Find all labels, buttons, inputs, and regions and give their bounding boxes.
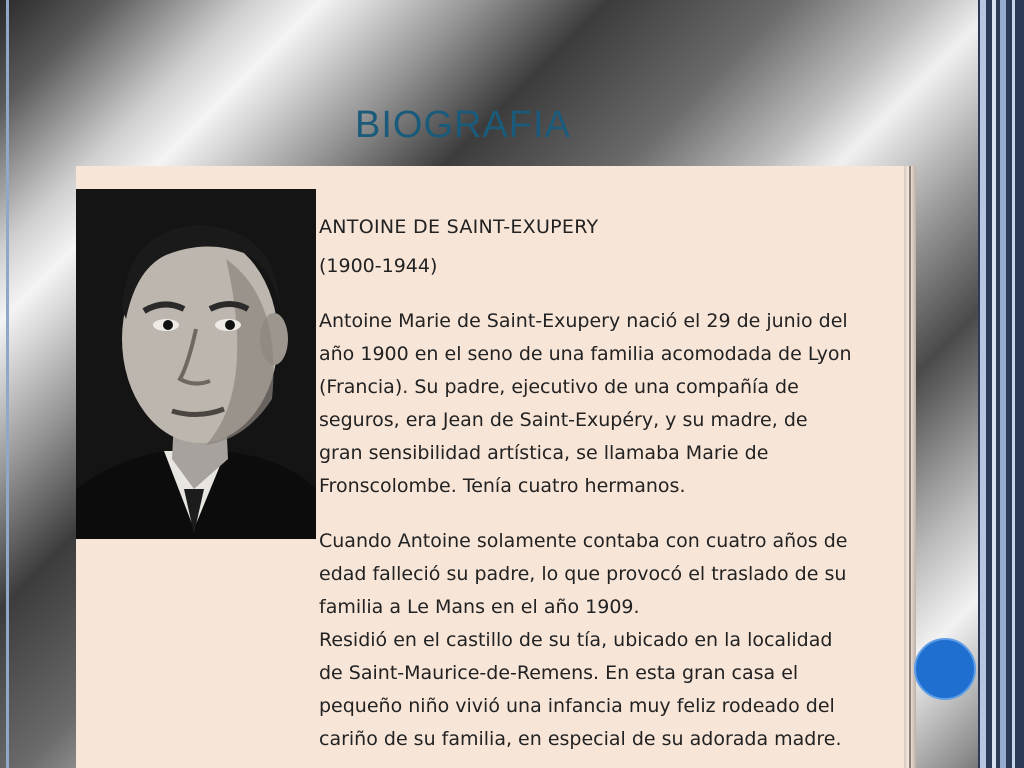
paragraph-line: Fronscolombe. Tenía cuatro hermanos. <box>319 475 686 497</box>
paragraph-line: familia a Le Mans en el año 1909. <box>319 596 640 618</box>
biography-paragraph-2 <box>319 525 889 756</box>
biography-paragraph-1 <box>319 305 889 503</box>
paragraph-line: Cuando Antoine solamente contaba con cuatro años de <box>319 530 848 552</box>
paragraph-line: seguros, era Jean de Saint-Exupéry, y su madre, de <box>319 409 808 431</box>
portrait-photo-icon <box>76 189 316 539</box>
blue-circle-icon <box>914 638 976 700</box>
biography-years: (1900-1944) <box>319 255 438 277</box>
right-decorative-frame <box>978 0 1024 768</box>
slide-title: BIOGRAFIA <box>355 104 571 146</box>
paragraph-line: edad falleció su padre, lo que provocó el traslado de su <box>319 563 847 585</box>
paragraph-line: Residió en el castillo de su tía, ubicado en la localidad <box>319 629 833 651</box>
paragraph-line: pequeño niño vivió una infancia muy feliz rodeado del <box>319 695 835 717</box>
paragraph-line: (Francia). Su padre, ejecutivo de una compañía de <box>319 376 799 398</box>
document-scroll-edge <box>904 166 916 768</box>
biography-name: ANTOINE DE SAINT-EXUPERY <box>319 216 599 238</box>
left-border-line <box>6 0 9 768</box>
paragraph-line: de Saint-Maurice-de-Remens. En esta gran casa el <box>319 662 799 684</box>
paragraph-line: Antoine Marie de Saint-Exupery nació el 29 de junio del <box>319 310 848 332</box>
paragraph-line: cariño de su familia, en especial de su adorada madre. <box>319 728 842 750</box>
paragraph-line: año 1900 en el seno de una familia acomodada de Lyon <box>319 343 852 365</box>
paragraph-line: gran sensibilidad artística, se llamaba Marie de <box>319 442 769 464</box>
